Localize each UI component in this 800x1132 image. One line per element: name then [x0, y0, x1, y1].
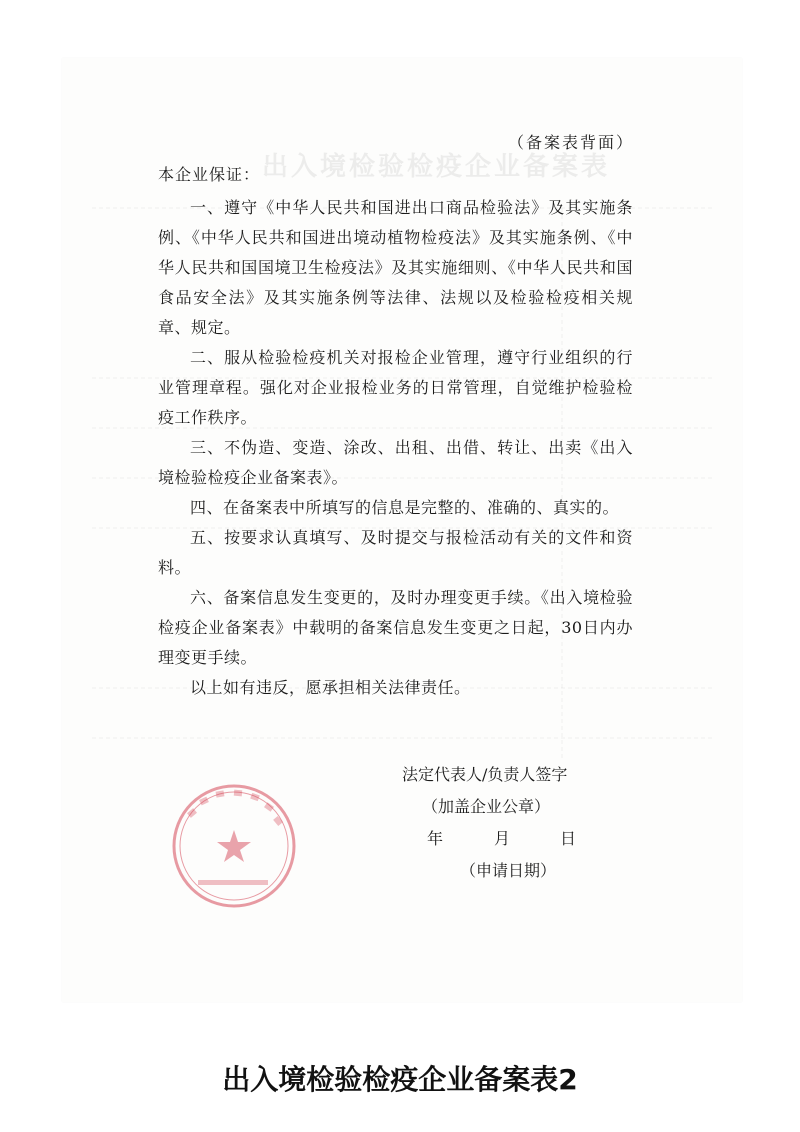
pledge-clause-2: 二、服从检验检疫机关对报检企业管理，遵守行业组织的行业管理章程。强化对企业报检业务的日常管理，自觉维护检验检疫工作秩序。	[158, 348, 633, 427]
pledge-closing: 以上如有违反，愿承担相关法律责任。	[190, 678, 471, 697]
pledge-clause-6: 六、备案信息发生变更的，及时办理变更手续。《出入境检验检疫企业备案表》中载明的备案信息发生变更之日起，30日内办理变更手续。	[158, 588, 633, 667]
form-side-note: （备案表背面）	[508, 133, 635, 152]
pledge-clause-5: 五、按要求认真填写、及时提交与报检活动有关的文件和资料。	[158, 528, 633, 577]
date-note: （申请日期）	[460, 861, 557, 880]
date-day-label: 日	[560, 829, 577, 848]
stamp-note: （加盖企业公章）	[422, 797, 551, 816]
pledge-clause-1: 一、遵守《中华人民共和国进出口商品检验法》及其实施条例、《中华人民共和国进出境动植物检疫法》及其实施条例、《中华人民共和国国境卫生检疫法》及其实施细则、《中华人民共和国食品安全法》及其实施条例等法律、法规以及检验检疫相关规章、规定。	[158, 198, 633, 337]
pledge-clause-3: 三、不伪造、变造、涂改、出租、出借、转让、出卖《出入境检验检疫企业备案表》。	[158, 438, 633, 487]
pledge-clause-4: 四、在备案表中所填写的信息是完整的、准确的、真实的。	[190, 498, 620, 517]
bleed-through-title: 出入境检验检疫企业备案表	[262, 152, 611, 182]
date-month-label: 月	[494, 829, 511, 848]
pledge-intro: 本企业保证：	[158, 165, 261, 184]
company-seal-stamp	[168, 780, 300, 912]
signer-label: 法定代表人/负责人签字	[402, 765, 568, 784]
image-caption: 出入境检验检疫企业备案表2	[222, 1063, 578, 1096]
pledge-body	[158, 193, 633, 703]
date-year-label: 年	[427, 829, 444, 848]
